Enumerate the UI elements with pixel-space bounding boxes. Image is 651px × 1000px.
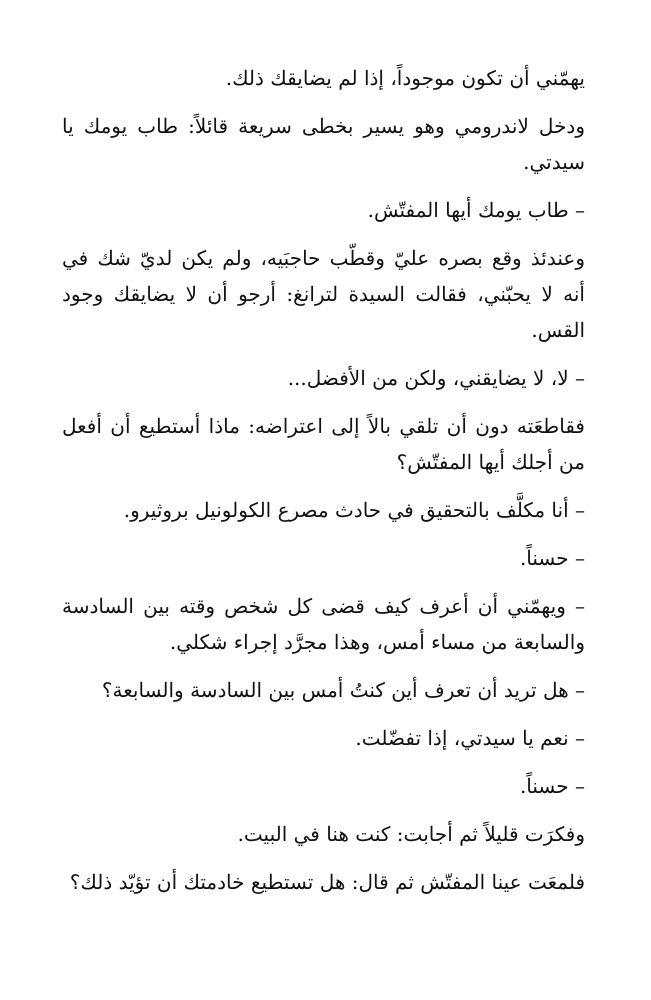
paragraph: وفكرَت قليلاً ثم أجابت: كنت هنا في البيت. <box>237 822 585 846</box>
paragraph: يهمّني أن تكون موجوداً، إذا لم يضايقك ذلك. <box>225 66 585 90</box>
paragraph: – حسناً. <box>519 546 585 570</box>
paragraph: – هل تريد أن تعرف أين كنتُ أمس بين السادسة والسابعة؟ <box>101 678 585 702</box>
paragraph: ودخل لاندرومي وهو يسير بخطى سريعة قائلاً: طاب يومك يا سيدتي. <box>62 114 585 174</box>
paragraph: – حسناً. <box>519 774 585 798</box>
paragraph: – أنا مكلَّف بالتحقيق في حادث مصرع الكولونيل بروثيرو. <box>123 498 585 522</box>
paragraph: فقاطعَته دون أن تلقي بالاً إلى اعتراضه: ماذا أستطيع أن أفعل من أجلك أيها المفتّش؟ <box>62 414 585 474</box>
paragraph: – لا، لا يضايقني، ولكن من الأفضل... <box>287 366 585 390</box>
paragraph: وعندئذ وقع بصره عليّ وقطّب حاجبَيه، ولم يكن لديّ شك في أنه لا يحبّني، فقالت السيدة لترانغ: أرجو أن لا يضايقك وجود القس. <box>62 246 585 342</box>
paragraph: فلمعَت عينا المفتّش ثم قال: هل تستطيع خادمتك أن تؤيّد ذلك؟ <box>69 870 585 894</box>
paragraph: – نعم يا سيدتي، إذا تفضّلت. <box>355 726 585 750</box>
paragraph: – ويهمّني أن أعرف كيف قضى كل شخص وقته بين السادسة والسابعة من مساء أمس، وهذا مجرَّد إجراء شكلي. <box>62 594 585 654</box>
paragraph: – طاب يومك أيها المفتّش. <box>367 198 585 222</box>
